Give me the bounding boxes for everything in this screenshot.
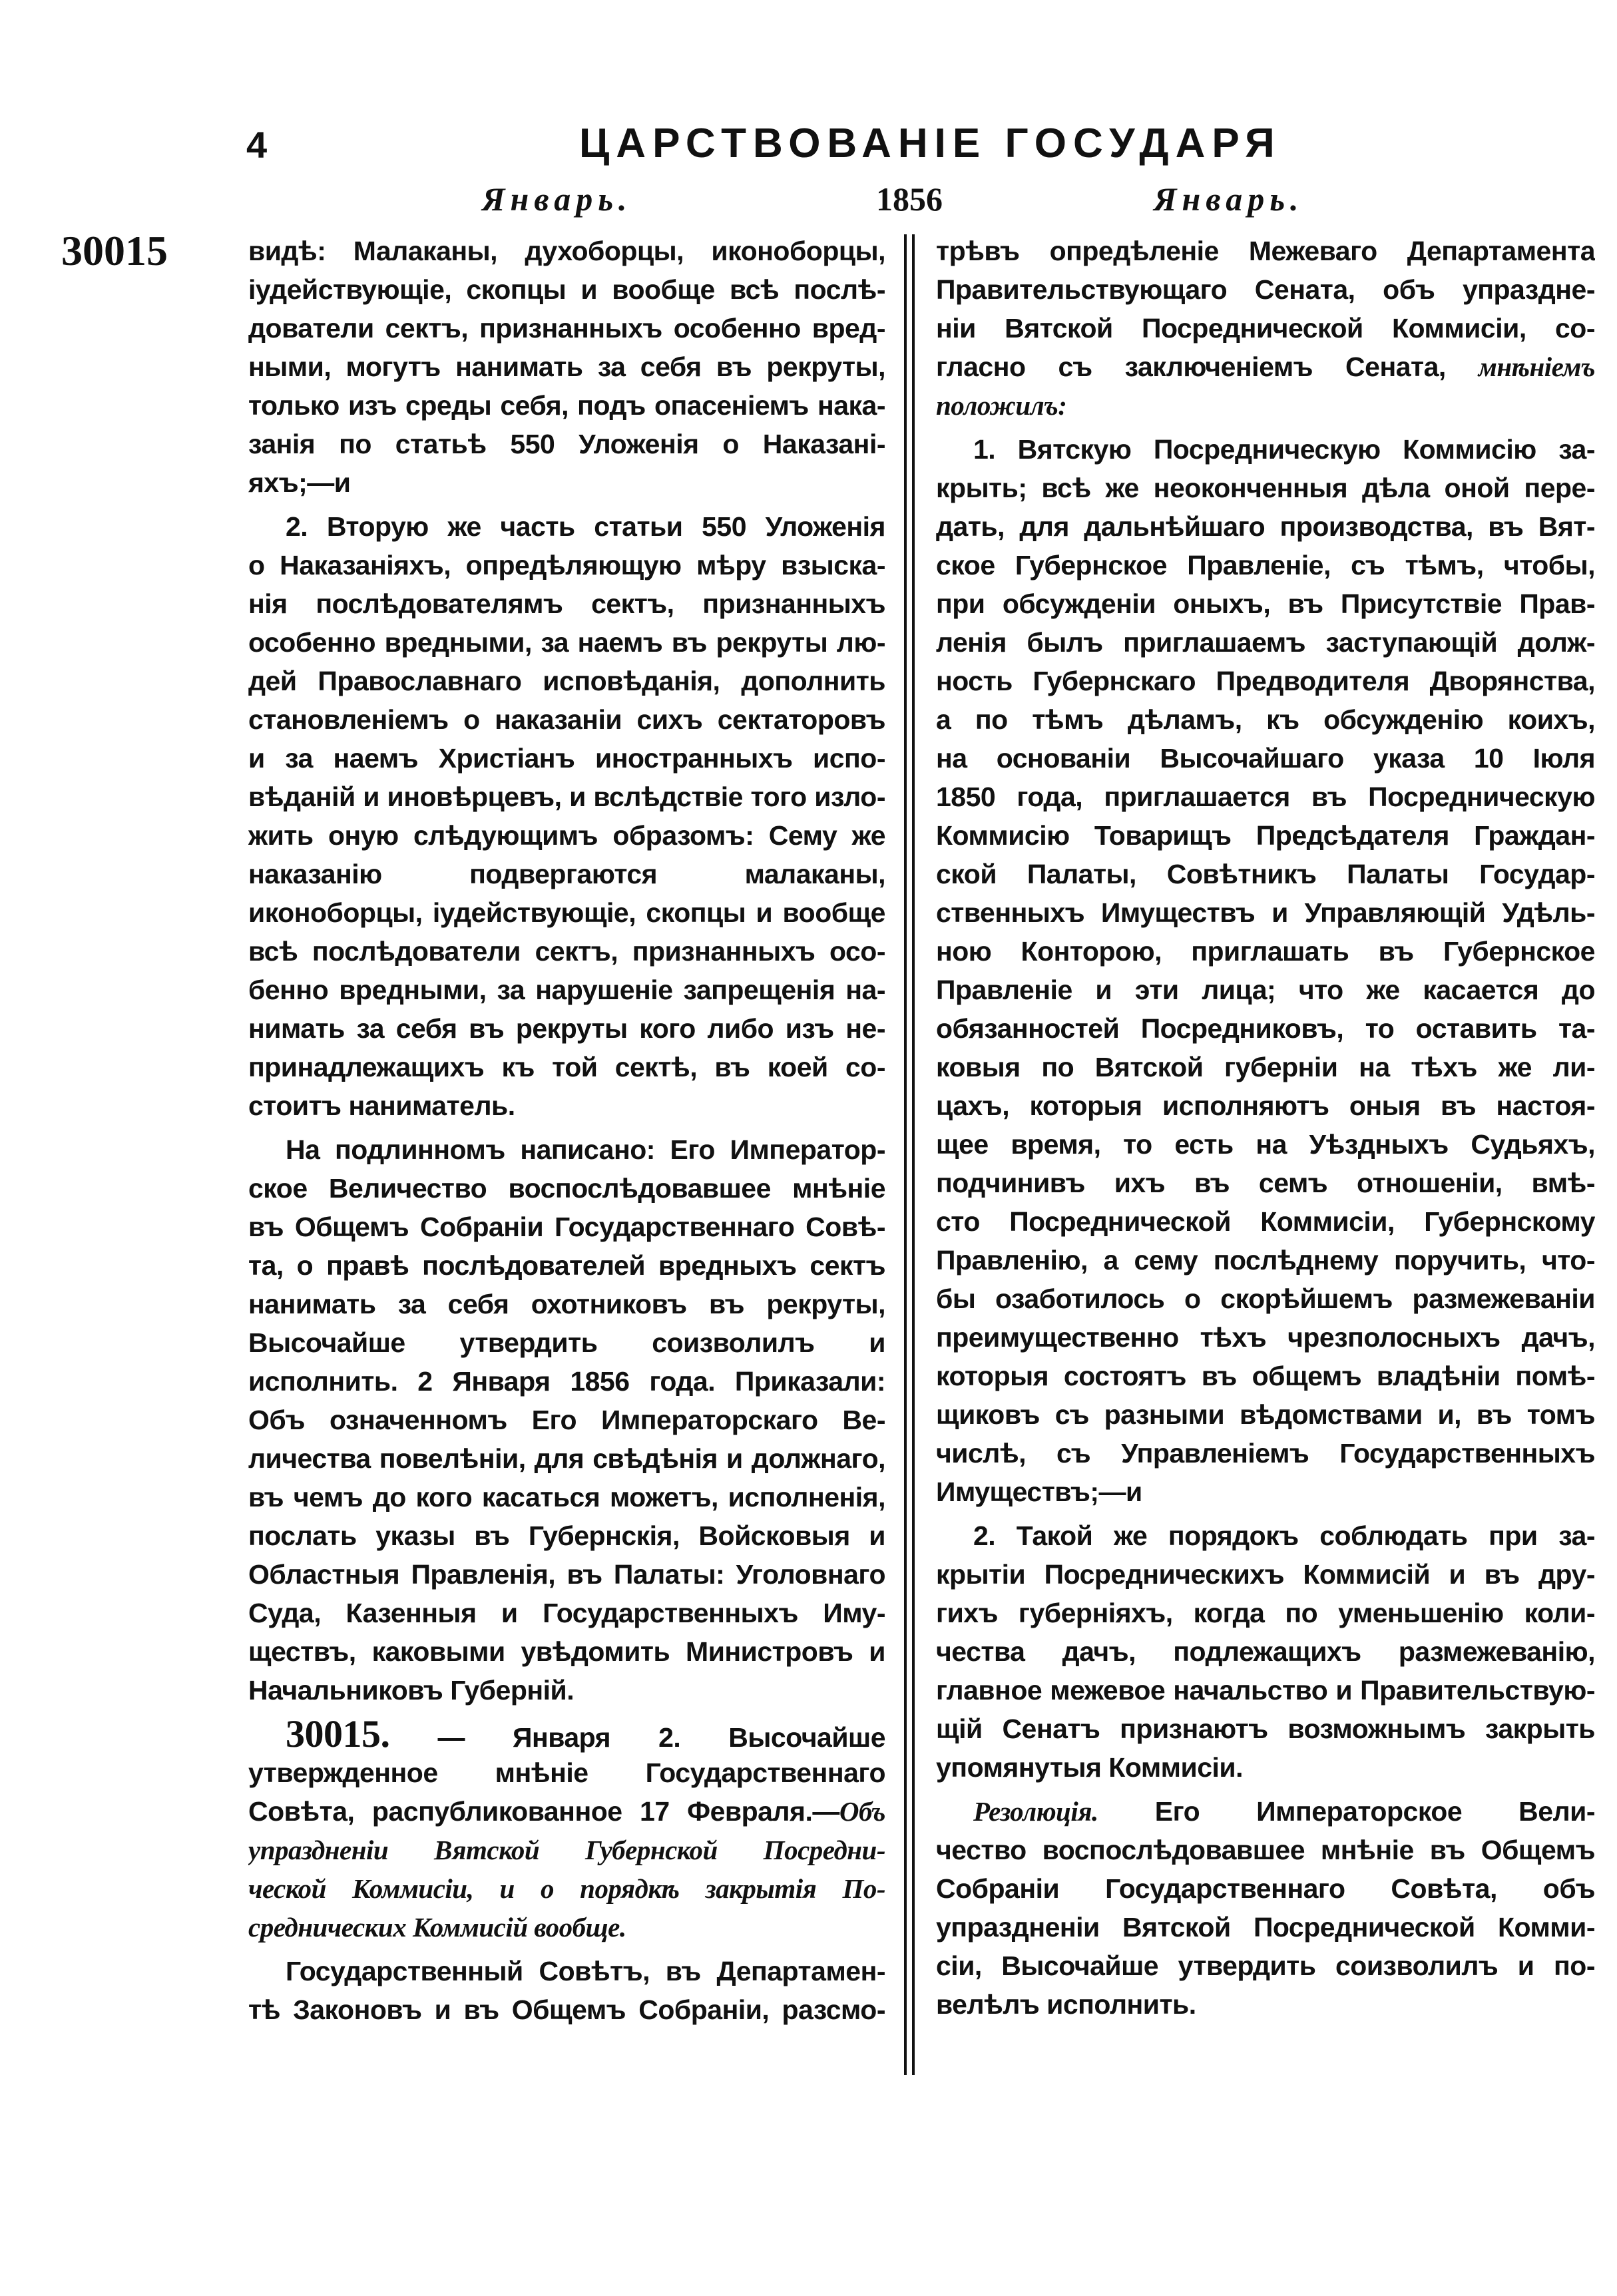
text-line: нанимать за себя охотниковъ въ рекруты, bbox=[248, 1289, 885, 1319]
text-segment: Объ bbox=[839, 1796, 885, 1827]
text-line: которыя состоятъ въ общемъ владѣніи помѣ- bbox=[936, 1361, 1595, 1391]
text-line: въ Общемъ Собраніи Государственнаго Совѣ- bbox=[248, 1212, 885, 1242]
text-line: ское Губернское Правленіе, съ тѣмъ, чтобы, bbox=[936, 550, 1595, 580]
text-line: велѣлъ исполнить. bbox=[936, 1989, 1196, 2020]
paragraph bbox=[936, 430, 1595, 1511]
text-line: чество воспослѣдовавшее мнѣніе въ Общемъ bbox=[936, 1835, 1595, 1865]
paragraph bbox=[248, 232, 885, 502]
text-line: личества повелѣніи, для свѣдѣнія и должнаго, bbox=[248, 1443, 885, 1474]
text-line: ными, могутъ нанимать за себя въ рекруты, bbox=[248, 351, 885, 382]
text-line: крыть; всѣ же неоконченныя дѣла оной пере- bbox=[936, 473, 1595, 503]
text-line: яхъ;—и bbox=[248, 467, 351, 498]
text-line: Областныя Правленія, въ Палаты: Уголовнаго bbox=[248, 1559, 885, 1590]
text-line: 2. Вторую же часть статьи 550 Уложенія bbox=[286, 511, 885, 542]
text-line: ленія былъ приглашаемъ заступающій долж- bbox=[936, 627, 1595, 658]
text-line: та, о правѣ послѣдователей вредныхъ сектъ bbox=[248, 1250, 885, 1281]
text-line: Имуществъ;—и bbox=[936, 1477, 1142, 1507]
text-line: числѣ, съ Управленіемъ Государственныхъ bbox=[936, 1438, 1595, 1469]
text-line: Коммисію Товарищъ Предсѣдателя Граждан- bbox=[936, 820, 1595, 851]
text-line bbox=[248, 1792, 885, 1831]
text-line: На подлинномъ написано: Его Император- bbox=[286, 1134, 885, 1165]
text-line: сто Посреднической Коммисіи, Губернскому bbox=[936, 1206, 1595, 1237]
text-line: ною Конторою, приглашать въ Губернское bbox=[936, 936, 1595, 967]
text-line: обязанностей Посредниковъ, то оставить та- bbox=[936, 1013, 1595, 1044]
text-line bbox=[248, 1908, 885, 1947]
text-line: Правленіе и эти лица; что же касается до bbox=[936, 975, 1595, 1005]
page-number: 4 bbox=[246, 124, 268, 166]
text-line: бы озаботилось о скорѣйшемъ размежеваніи bbox=[936, 1283, 1595, 1314]
paragraph bbox=[936, 1516, 1595, 1787]
text-line: дей Православнаго исповѣданія, дополнить bbox=[248, 666, 885, 696]
text-line bbox=[248, 1869, 885, 1908]
text-line: ственныхъ Имуществъ и Управляющій Удѣль- bbox=[936, 897, 1595, 928]
text-line: Начальниковъ Губерній. bbox=[248, 1675, 575, 1706]
left-column bbox=[248, 232, 885, 2034]
text-line: бенно вредными, за нарушеніе запрещенія на- bbox=[248, 975, 885, 1005]
month-right: Январь. bbox=[1154, 180, 1304, 218]
paragraph bbox=[936, 232, 1595, 425]
text-line: утвержденное мнѣніе Государственнаго bbox=[248, 1757, 885, 1788]
text-line: въ чемъ до кого касаться можетъ, исполненія, bbox=[248, 1482, 885, 1512]
text-line: Собраніи Государственнаго Совѣта, объ bbox=[936, 1873, 1595, 1904]
text-line: щее время, то есть на Уѣздныхъ Судьяхъ, bbox=[936, 1129, 1595, 1160]
text-line: гихъ губерніяхъ, когда по уменьшенію коли- bbox=[936, 1598, 1595, 1628]
year: 1856 bbox=[876, 180, 943, 218]
text-line: видѣ: Малаканы, духоборцы, иконоборцы, bbox=[248, 236, 885, 266]
text-line: 1850 года, приглашается въ Посредническую bbox=[936, 782, 1595, 812]
paragraph bbox=[248, 1130, 885, 1710]
text-line: щиковъ съ разными вѣдомствами и, въ томъ bbox=[936, 1399, 1595, 1430]
text-line: иконоборцы, іудействующіе, скопцы и вообще bbox=[248, 897, 885, 928]
text-line: исполнить. 2 Января 1856 года. Приказали: bbox=[248, 1366, 885, 1397]
margin-decree-number: 30015 bbox=[61, 227, 168, 274]
text-segment: Резолюція. bbox=[973, 1796, 1098, 1827]
month-left: Январь. bbox=[482, 180, 632, 218]
text-segment: Совѣта, распубликованное 17 Февраля.— bbox=[248, 1796, 839, 1827]
text-line: Высочайше утвердить соизволилъ и bbox=[248, 1327, 885, 1358]
text-line: послать указы въ Губернскія, Войсковыя и bbox=[248, 1520, 885, 1551]
text-line: сіи, Высочайше утвердить соизволилъ и по- bbox=[936, 1951, 1595, 1981]
text-line: Государственный Совѣтъ, въ Департамен- bbox=[286, 1956, 885, 1986]
column-divider bbox=[912, 234, 915, 2075]
text-line: Правленію, а сему послѣднему поручить, что- bbox=[936, 1245, 1595, 1275]
text-line: ское Величество воспослѣдовавшее мнѣніе bbox=[248, 1173, 885, 1204]
text-segment: мнѣніемъ bbox=[1478, 351, 1595, 382]
text-line: 1. Вятскую Посредническую Коммисію за- bbox=[973, 434, 1595, 465]
text-line: преимущественно тѣхъ чрезполосныхъ дачъ, bbox=[936, 1322, 1595, 1353]
text-line: при обсужденіи оныхъ, въ Присутствіе Прав- bbox=[936, 588, 1595, 619]
text-line: ность Губернскаго Предводителя Дворянства, bbox=[936, 666, 1595, 696]
text-line: Объ означенномъ Его Императорскаго Ве- bbox=[248, 1405, 885, 1435]
text-segment: гласно съ заключеніемъ Сената, bbox=[936, 351, 1479, 382]
text-line: наказанію подвергаются малаканы, bbox=[248, 859, 885, 889]
text-line: становленіемъ о наказаніи сихъ сектаторовъ bbox=[248, 704, 885, 735]
text-line: ской Палаты, Совѣтникъ Палаты Государ- bbox=[936, 859, 1595, 889]
text-segment: — Января 2. Высочайше bbox=[389, 1722, 885, 1753]
text-segment: упраздненіи Вятской Губернской Посредни- bbox=[248, 1835, 885, 1865]
text-line: только изъ среды себя, подъ опасеніемъ нака- bbox=[248, 390, 885, 421]
text-line: жить оную слѣдующимъ образомъ: Сему же bbox=[248, 820, 885, 851]
text-line: стоитъ наниматель. bbox=[248, 1090, 515, 1121]
text-line: щій Сенатъ признаютъ возможнымъ закрыть bbox=[936, 1714, 1595, 1744]
text-segment: среднических Коммисій вообще. bbox=[248, 1912, 626, 1943]
text-line bbox=[936, 386, 1595, 425]
paragraph bbox=[936, 1792, 1595, 2024]
text-line: ществъ, каковыми увѣдомить Министровъ и bbox=[248, 1636, 885, 1667]
text-line: нимать за себя въ рекруты кого либо изъ не- bbox=[248, 1013, 885, 1044]
text-line: ніи Вятской Посреднической Коммисіи, со- bbox=[936, 313, 1595, 344]
text-line: о Наказаніяхъ, опредѣляющую мѣру взыска- bbox=[248, 550, 885, 580]
text-segment: положилъ: bbox=[936, 390, 1067, 421]
paragraph bbox=[248, 1715, 885, 1947]
column-divider bbox=[904, 234, 907, 2075]
text-segment: ческой Коммисіи, и о порядкѣ закрытія По- bbox=[248, 1873, 885, 1904]
paragraph bbox=[248, 1952, 885, 2029]
text-line: нія послѣдователямъ сектъ, признанныхъ bbox=[248, 588, 885, 619]
text-line: трѣвъ опредѣленіе Межеваго Департамента bbox=[936, 236, 1595, 266]
text-line: іудействующіе, скопцы и вообще всѣ послѣ- bbox=[248, 274, 885, 305]
text-line: занія по статьѣ 550 Уложенія о Наказані- bbox=[248, 429, 885, 459]
text-line: чества дачъ, подлежащихъ размежеванію, bbox=[936, 1636, 1595, 1667]
text-line bbox=[248, 1715, 885, 1753]
text-line: подчинивъ ихъ въ семъ отношеніи, вмѣ- bbox=[936, 1168, 1595, 1198]
text-line bbox=[936, 1792, 1595, 1831]
text-line: тѣ Законовъ и въ Общемъ Собраніи, разсмо- bbox=[248, 1994, 885, 2025]
text-line: Суда, Казенныя и Государственныхъ Иму- bbox=[248, 1598, 885, 1628]
paragraph bbox=[248, 507, 885, 1125]
text-line: вѣданій и иновѣрцевъ, и вслѣдствіе того изло- bbox=[248, 782, 885, 812]
text-line: главное межевое начальство и Правительствую- bbox=[936, 1675, 1595, 1706]
text-line: дать, для дальнѣйшаго производства, въ Вят- bbox=[936, 511, 1595, 542]
decree-number: 30015. bbox=[286, 1715, 390, 1753]
text-line: упраздненіи Вятской Посреднической Комми- bbox=[936, 1912, 1595, 1943]
text-line: дователи сектъ, признанныхъ особенно вред- bbox=[248, 313, 885, 344]
text-line: 2. Такой же порядокъ соблюдать при за- bbox=[973, 1520, 1595, 1551]
running-title: ЦАРСТВОВАНІЕ ГОСУДАРЯ bbox=[579, 120, 1281, 166]
text-line: всѣ послѣдователи сектъ, признанныхъ осо- bbox=[248, 936, 885, 967]
text-line: упомянутыя Коммисіи. bbox=[936, 1752, 1243, 1783]
text-line: Правительствующаго Сената, объ упраздне- bbox=[936, 274, 1595, 305]
text-line: и за наемъ Христіанъ иностранныхъ испо- bbox=[248, 743, 885, 774]
text-line: ковыя по Вятской губерніи на тѣхъ же ли- bbox=[936, 1052, 1595, 1082]
text-line: особенно вредными, за наемъ въ рекруты лю- bbox=[248, 627, 885, 658]
text-line bbox=[936, 347, 1595, 386]
text-line: принадлежащихъ къ той сектѣ, въ коей со- bbox=[248, 1052, 885, 1082]
text-line: а по тѣмъ дѣламъ, къ обсужденію коихъ, bbox=[936, 704, 1595, 735]
text-line: на основаніи Высочайшаго указа 10 Іюля bbox=[936, 743, 1595, 774]
text-segment: Его Императорское Вели- bbox=[1098, 1796, 1595, 1827]
text-line bbox=[248, 1831, 885, 1869]
text-line: крытіи Посредническихъ Коммисій и въ дру- bbox=[936, 1559, 1595, 1590]
text-line: цахъ, которыя исполняютъ оныя въ настоя- bbox=[936, 1090, 1595, 1121]
right-column bbox=[936, 232, 1595, 2029]
